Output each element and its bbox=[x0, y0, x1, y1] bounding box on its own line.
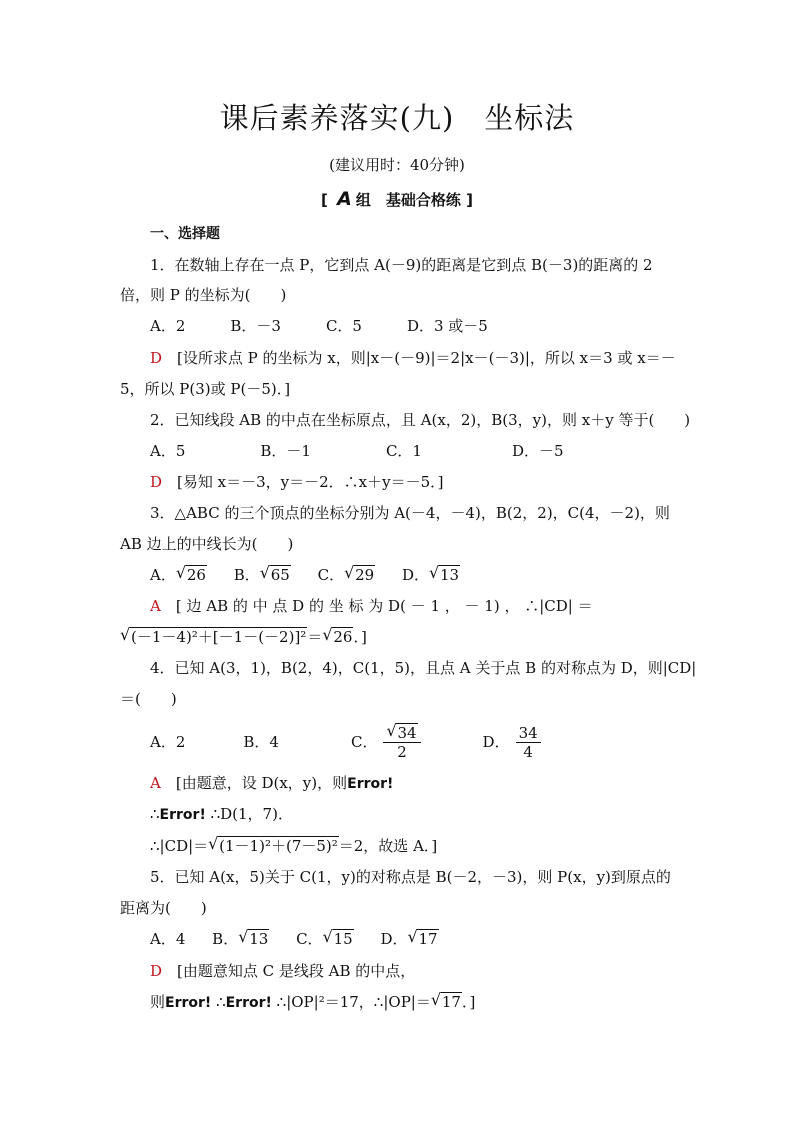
q4-option-a: A．2 bbox=[150, 733, 186, 751]
q4-solution-line3: ∴|CD|＝√ (1－1)²＋(7－5)²＝2，故选 A．] bbox=[150, 836, 437, 856]
q4-solution-line2: ∴Error! ∴D(1，7)． bbox=[150, 805, 293, 823]
q3-answer: A bbox=[150, 597, 161, 615]
q2-solution-line1 bbox=[150, 472, 444, 492]
q5-solution-line1: D [由题意知点 C 是线段 AB 的中点， bbox=[150, 962, 416, 980]
page-title: 课后素养落实(九) 坐标法 bbox=[219, 101, 575, 135]
q1-answer: D bbox=[150, 349, 163, 367]
q3-option-c: C．√ 29 bbox=[318, 565, 376, 585]
error-marker: Error! bbox=[347, 776, 394, 792]
q1-solution-line1 bbox=[150, 348, 676, 368]
q2-answer: D bbox=[150, 473, 163, 491]
error-marker: Error! bbox=[159, 807, 206, 823]
q4-answer: A bbox=[150, 774, 161, 792]
q4-stem-line2: ＝( ) bbox=[120, 690, 177, 708]
sqrt-symbol: √ 29 bbox=[345, 565, 375, 585]
group-text: 组 基础合格练 bbox=[355, 191, 461, 209]
q2-solution-text: [易知 x＝－3，y＝－2．∴x＋y＝－5．] bbox=[162, 473, 444, 491]
q3-option-d: D．√ 13 bbox=[402, 565, 460, 585]
group-heading bbox=[0, 188, 794, 210]
q3-solution-line1 bbox=[150, 596, 593, 616]
sqrt-symbol: √ 65 bbox=[261, 565, 291, 585]
q1-solution-text: [设所求点 P 的坐标为 x，则|x－(－9)|＝2|x－(－3)|，所以 x＝3 或 x＝－ bbox=[162, 349, 676, 367]
sqrt-symbol: √ 13 bbox=[239, 929, 269, 949]
sqrt-symbol: √ 15 bbox=[324, 929, 354, 949]
sqrt-symbol: √ (1－1)²＋(7－5)² bbox=[209, 836, 339, 856]
sqrt-symbol: √ 13 bbox=[430, 565, 460, 585]
q1-stem-line2: 倍，则 P 的坐标为( ) bbox=[120, 286, 287, 304]
sqrt-symbol: √ 17 bbox=[408, 929, 438, 949]
section-heading: 一、选择题 bbox=[150, 226, 220, 242]
q4-options bbox=[150, 722, 541, 762]
sqrt-symbol: √ 26 bbox=[177, 565, 207, 585]
q5-stem-line1: 5．已知 A(x，5)关于 C(1，y)的对称点是 B(－2，－3)，则 P(x，y)到原点的 bbox=[150, 868, 671, 886]
sqrt-symbol: √ 17 bbox=[432, 992, 462, 1012]
q5-stem-line2: 距离为( ) bbox=[120, 899, 207, 917]
sqrt-symbol: √ 34 bbox=[387, 724, 417, 742]
q4-option-c: C． √ $\frac{34}{2}$ bbox=[351, 724, 421, 761]
q5-options bbox=[150, 929, 439, 949]
q5-option-a: A．4 bbox=[150, 930, 186, 948]
q1-solution-line2: 5，所以 P(3)或 P(－5)．] bbox=[120, 380, 291, 398]
q5-answer: D bbox=[150, 962, 163, 980]
group-bracket-open: [ bbox=[321, 191, 328, 209]
q4-solution-line1: A [由题意，设 D(x，y)，则Error! bbox=[150, 774, 394, 792]
error-marker: Error! bbox=[225, 995, 272, 1011]
sqrt-symbol: √ (－1－4)²＋[－1－(－2)]² bbox=[121, 627, 307, 647]
q2-stem-line1: 2．已知线段 AB 的中点在坐标原点，且 A(x，2)，B(3，y)，则 x＋y 等于( ) bbox=[150, 411, 691, 429]
q4-option-d: D． $\frac{34}{4}$ bbox=[483, 724, 541, 761]
q4-option-b: B．4 bbox=[243, 733, 279, 751]
group-bracket-close: ] bbox=[466, 191, 473, 209]
sqrt-symbol: √ 26 bbox=[323, 627, 353, 647]
q4-stem-line1: 4．已知 A(3，1)，B(2，4)，C(1，5)，且点 A 关于点 B 的对称点为 D，则|CD| bbox=[150, 659, 697, 677]
suggested-time: (建议用时：40分钟) bbox=[329, 156, 465, 174]
q1-options: A．2 B．－3 C．5 D．3 或－5 bbox=[150, 317, 488, 335]
q3-solution-text: [ 边 AB 的 中 点 D 的 坐 标 为 D( － 1 ， － 1) ， ∴|CD| ＝ bbox=[160, 597, 593, 615]
q1-stem-line1: 1．在数轴上存在一点 P，它到点 A(－9)的距离是它到点 B(－3)的距离的 2 bbox=[150, 256, 653, 274]
q3-option-b: B．√ 65 bbox=[234, 565, 291, 585]
error-marker: Error! bbox=[165, 995, 212, 1011]
q5-option-d: D．√ 17 bbox=[380, 929, 438, 949]
q2-options: A．5 B．－1 C．1 D．－5 bbox=[150, 442, 564, 460]
q5-solution-line2: 则Error! ∴Error! ∴|OP|²＝17，∴|OP|＝√ 17．] bbox=[150, 992, 475, 1013]
q5-option-c: C．√ 15 bbox=[296, 929, 354, 949]
q3-solution-line2: √ (－1－4)²＋[－1－(－2)]²＝√ 26．] bbox=[120, 627, 367, 647]
q3-stem-line1: 3．△ABC 的三个顶点的坐标分别为 A(－4，－4)，B(2，2)，C(4，－2)，则 bbox=[150, 504, 670, 522]
q3-option-a: A．√ 26 bbox=[150, 565, 207, 585]
group-letter: A bbox=[337, 188, 352, 210]
q5-option-b: B．√ 13 bbox=[212, 929, 269, 949]
q3-stem-line2: AB 边上的中线长为( ) bbox=[120, 535, 294, 553]
q3-options bbox=[150, 565, 460, 585]
